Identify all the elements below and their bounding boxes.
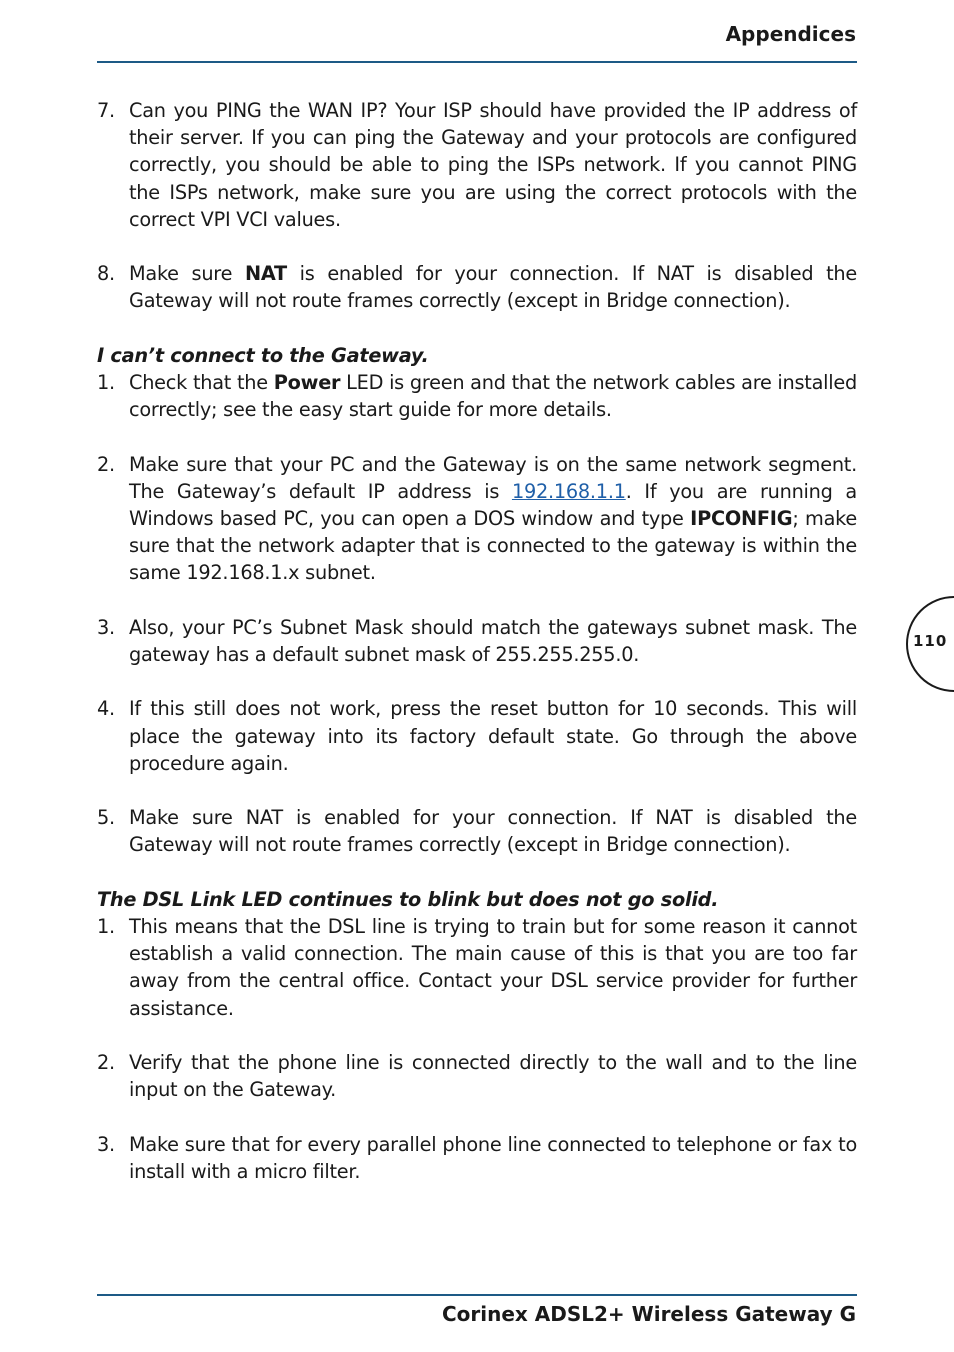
list-number: 1. <box>97 914 115 938</box>
document-body <box>97 97 857 1185</box>
list-item <box>97 260 857 314</box>
header-rule <box>97 61 857 63</box>
list-text: This means that the DSL line is trying to train but for some reason it cannot establish a valid connection. The main cause of this is that you are too far away from the central office. Contact your DSL service provider for further assistance. <box>129 914 857 1020</box>
list-text: Also, your PC’s Subnet Mask should match the gateways subnet mask. The gateway has a default subnet mask of 255.255.255.0. <box>129 615 857 666</box>
section-title: Appendices <box>725 22 856 46</box>
list-text: Make sure NAT is enabled for your connection. If NAT is disabled the Gateway will not route frames correctly (except in Bridge connection). <box>129 262 857 313</box>
list-number: 1. <box>97 371 115 394</box>
emphasis: Power <box>273 371 341 394</box>
section-heading: I can’t connect to the Gateway. <box>97 343 429 367</box>
list-number: 8. <box>97 262 115 286</box>
list-number: 3. <box>97 1132 115 1156</box>
footer-rule <box>97 1294 857 1296</box>
list-text: Make sure that for every parallel phone line connected to telephone or fax to install with a micro filter. <box>129 1132 857 1183</box>
list-text: Check that the Power LED is green and that the network cables are installed correctly; see the easy start guide for more details. <box>129 371 857 422</box>
list-item <box>97 614 857 668</box>
list-number: 7. <box>97 99 115 122</box>
list-item <box>97 1049 857 1103</box>
product-title: Corinex ADSL2+ Wireless Gateway G <box>441 1302 856 1326</box>
list-item <box>97 97 857 233</box>
list-item <box>97 451 857 587</box>
list-item <box>97 369 857 423</box>
list-text: Make sure that your PC and the Gateway is on the same network segment. The Gateway’s default IP address is 192.168.1.1. If you are running a Windows based PC, you can open a DOS window and type IPCONFIG; make sure that the network adapter that is connected to the gateway is within the same 192.168.1.x subnet. <box>129 452 857 585</box>
list-text: Make sure NAT is enabled for your connection. If NAT is disabled the Gateway will not route frames correctly (except in Bridge connection). <box>129 806 857 857</box>
list-text: Can you PING the WAN IP? Your ISP should have provided the IP address of their server. If you can ping the Gateway and your protocols are configured correctly, you should be able to ping the ISPs network. If you cannot PING the ISPs network, make sure you are using the correct protocols with the correct VPI VCI values. <box>129 99 857 231</box>
emphasis: NAT <box>244 262 287 286</box>
list-item <box>97 1131 857 1185</box>
ip-address-link[interactable]: 192.168.1.1 <box>511 479 626 503</box>
list-number: 2. <box>97 452 115 476</box>
list-item <box>97 804 857 858</box>
list-item <box>97 913 857 1022</box>
list-number: 3. <box>97 615 115 639</box>
list-text: Verify that the phone line is connected directly to the wall and to the line input on the Gateway. <box>129 1050 857 1102</box>
section-heading: The DSL Link LED continues to blink but does not go solid. <box>97 887 719 911</box>
emphasis: IPCONFIG <box>690 507 793 530</box>
list-text: If this still does not work, press the reset button for 10 seconds. This will place the gateway into its factory default state. Go through the above procedure again. <box>129 697 857 775</box>
list-number: 5. <box>97 806 115 830</box>
page-number: 110 <box>913 632 948 650</box>
list-number: 2. <box>97 1050 115 1074</box>
list-number: 4. <box>97 697 115 721</box>
list-item <box>97 695 857 777</box>
